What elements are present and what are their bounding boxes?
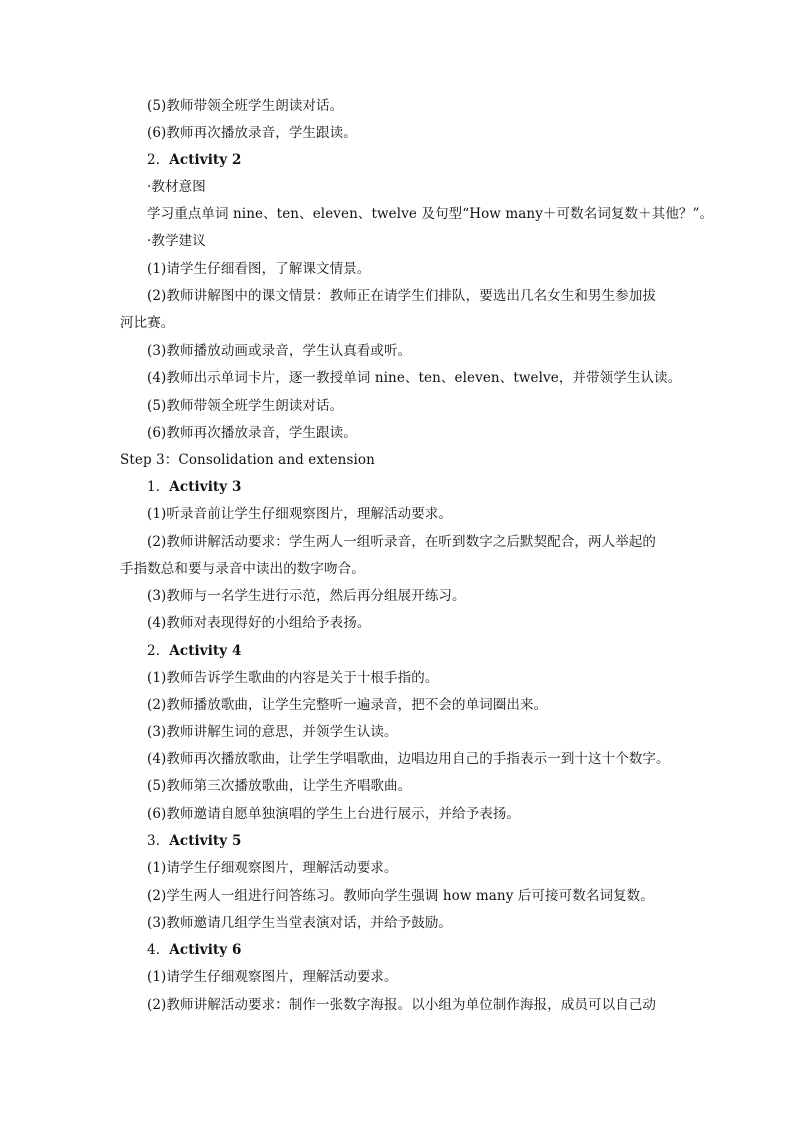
paragraph-line: (5)教师带领全班学生朗读对话。: [147, 98, 344, 114]
paragraph-line: (2)教师播放歌曲，让学生完整听一遍录音，把不会的单词圈出来。: [147, 697, 548, 713]
heading-number: 1．: [147, 479, 170, 495]
paragraph-line: (3)教师播放动画或录音，学生认真看或听。: [147, 343, 412, 359]
paragraph-line: (2)教师讲解活动要求：学生两人一组听录音，在听到数字之后默契配合，两人举起的: [147, 534, 657, 550]
paragraph-line: (4)教师对表现得好的小组给予表扬。: [147, 615, 371, 631]
section-heading: [147, 941, 242, 959]
section-heading: [147, 478, 242, 496]
paragraph-line: (6)教师邀请自愿单独演唱的学生上台进行展示，并给予表扬。: [147, 806, 521, 822]
paragraph-line: (3)教师讲解生词的意思，并领学生认读。: [147, 724, 398, 740]
heading-title: Activity 4: [169, 643, 242, 659]
paragraph-line: (1)听录音前让学生仔细观察图片，理解活动要求。: [147, 506, 453, 522]
paragraph-line: (3)教师与一名学生进行示范，然后再分组展开练习。: [147, 588, 466, 604]
paragraph-line: (1)请学生仔细观察图片，理解活动要求。: [147, 969, 398, 985]
paragraph-line: (6)教师再次播放录音，学生跟读。: [147, 125, 357, 141]
heading-title: Activity 3: [169, 479, 242, 495]
paragraph-line: (5)教师带领全班学生朗读对话。: [147, 398, 344, 414]
paragraph-line: (2)学生两人一组进行问答练习。教师向学生强调 how many 后可接可数名词复数。: [147, 888, 654, 904]
heading-number: 2．: [147, 152, 170, 168]
paragraph-line: (6)教师再次播放录音，学生跟读。: [147, 425, 357, 441]
paragraph-line: 学习重点单词 nine、ten、eleven、twelve 及句型“How many＋可数名词复数＋其他？”。: [147, 206, 714, 222]
heading-title: Activity 2: [169, 152, 242, 168]
paragraph-line: (2)教师讲解图中的课文情景：教师正在请学生们排队，要选出几名女生和男生参加拔: [147, 288, 657, 304]
paragraph-line: 手指数总和要与录音中读出的数字吻合。: [120, 561, 365, 577]
paragraph-line: Step 3：Consolidation and extension: [120, 452, 375, 468]
paragraph-line: (2)教师讲解活动要求：制作一张数字海报。以小组为单位制作海报，成员可以自己动: [147, 997, 657, 1013]
paragraph-line: (1)请学生仔细看图，了解课文情景。: [147, 261, 371, 277]
paragraph-line: (1)请学生仔细观察图片，理解活动要求。: [147, 860, 398, 876]
paragraph-line: (4)教师再次播放歌曲，让学生学唱歌曲，边唱边用自己的手指表示一到十这十个数字。: [147, 751, 670, 767]
heading-title: Activity 5: [169, 833, 242, 849]
heading-number: 4．: [147, 942, 170, 958]
paragraph-line: (4)教师出示单词卡片，逐一教授单词 nine、ten、eleven、twelve，并带领学生认读。: [147, 370, 682, 386]
section-heading: [147, 642, 242, 660]
paragraph-line: 河比赛。: [120, 315, 175, 331]
paragraph-line: ·教学建议: [147, 233, 206, 249]
paragraph-line: (3)教师邀请几组学生当堂表演对话，并给予鼓励。: [147, 915, 453, 931]
section-heading: [147, 832, 242, 850]
paragraph-line: ·教材意图: [147, 179, 206, 195]
section-heading: [147, 151, 242, 169]
paragraph-line: (5)教师第三次播放歌曲，让学生齐唱歌曲。: [147, 778, 412, 794]
paragraph-line: (1)教师告诉学生歌曲的内容是关于十根手指的。: [147, 670, 439, 686]
heading-number: 2．: [147, 643, 170, 659]
heading-title: Activity 6: [169, 942, 242, 958]
heading-number: 3．: [147, 833, 170, 849]
